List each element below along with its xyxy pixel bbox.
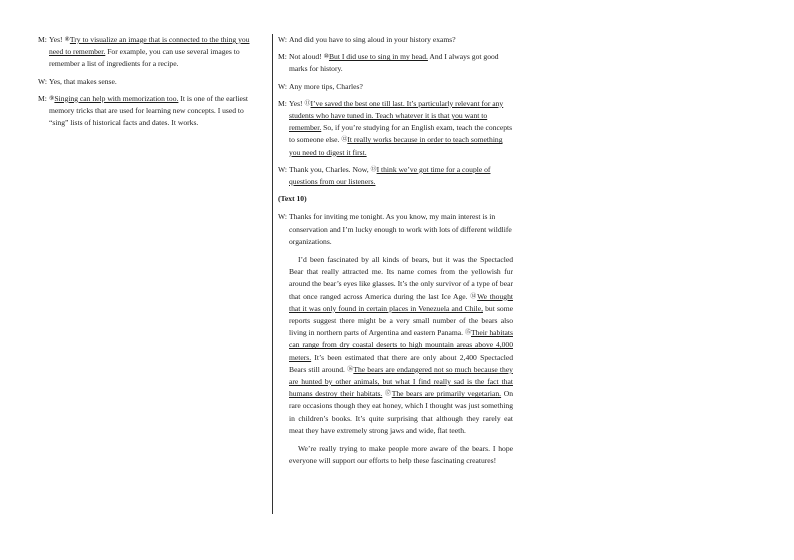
question-number: ⑬ [370, 166, 377, 173]
speaker-label: M: [38, 35, 47, 44]
question-number: ⑰ [384, 391, 392, 398]
dialog-text: Thanks for inviting me tonight. As you know, my main interest is in conservation and I’m lucky enough to work with lots of different wildlife organizations. [289, 212, 512, 246]
dialog-text [289, 51, 513, 75]
underlined-answer: But I did use to sing in my head. [328, 52, 428, 62]
speaker-label: W: [278, 35, 287, 44]
underlined-answer: Singing can help with memorization too. [54, 93, 179, 103]
speech-text: So, if you’re studying for an English exam, teach the concepts to someone else. [289, 123, 513, 145]
speaker-label: W: [278, 81, 287, 91]
question-number: ⑩ [323, 54, 329, 61]
speaker-label: W: [38, 76, 47, 86]
speaker-label: M: [278, 52, 287, 62]
speech-text: It is one of the earliest memory tricks that are used for learning new concepts. I used to “sing” lists of historical facts and dates. It works. [49, 93, 248, 128]
monologue-paragraph: We’re really trying to make people more aware of the bears. I hope everyone will support our efforts to help these fascinating creatures! [289, 444, 513, 466]
speech-text: On rare occasions though they eat honey, which I thought was just something in children’s books. It’s quite surprising that although they rarely eat meat they have extremely strong jaws and wide, flat teeth. [289, 389, 514, 435]
speech-text: For example, you can use several images to remember a list of ingredients for a recipe. [49, 47, 240, 69]
underlined-answer: It really works because in order to teach something you need to digest it first. [289, 135, 503, 157]
dialog-line [278, 34, 513, 46]
underlined-answer: Their habitats can range from dry coastal deserts to high mountain areas above 4,000 meters. [289, 328, 513, 362]
dialog-text [49, 93, 264, 130]
dialog-line [278, 98, 513, 159]
underlined-answer: We thought that it was only found in certain places in Venezuela and Chile, [289, 291, 513, 313]
dialog-line [38, 34, 264, 71]
speaker-label: W: [278, 212, 287, 222]
right-column [278, 34, 513, 474]
dialog-text: Yes, that makes sense. [49, 76, 117, 86]
speaker-label: W: [278, 164, 287, 174]
text-heading: (Text 10) [278, 194, 307, 204]
dialog-line [278, 211, 513, 248]
underlined-answer: I think we’ve got time for a couple of questions from our listeners. [289, 164, 491, 187]
dialog-text [49, 34, 264, 71]
left-column [38, 34, 264, 134]
underlined-answer: The bears are primarily vegetarian. [391, 389, 502, 399]
dialog-text [289, 164, 513, 188]
speaker-label: M: [278, 98, 287, 108]
speech-text: Thank you, Charles. Now, [289, 164, 371, 174]
speech-text: Yes! [289, 98, 305, 108]
dialog-line [38, 76, 264, 88]
question-number: ⑫ [341, 137, 348, 144]
dialog-line [278, 51, 513, 75]
question-number: ⑯ [347, 366, 354, 373]
speech-text: It’s been estimated that there are only about 2,400 Spectacled Bears still around. [289, 352, 513, 374]
underlined-answer: The bears are endangered not so much because they are hunted by other animals, but what I find really sad is the fact that humans destroy their habitats. [289, 364, 513, 399]
underlined-answer: Try to visualize an image that is connected to the thing you need to remember. [49, 35, 250, 57]
dialog-text [289, 98, 513, 159]
underlined-answer: I’ve saved the best one till last. It’s particularly relevant for any students who have tuned in. Teach whatever it is that you want to remember. [289, 98, 504, 133]
question-number: ⑭ [470, 293, 478, 300]
dialog-line [278, 164, 513, 188]
dialog-text: And did you have to sing aloud in your history exams? [289, 35, 456, 44]
speech-text: Yes! [49, 35, 65, 44]
dialog-text: Any more tips, Charles? [289, 81, 363, 91]
question-number: ⑪ [304, 100, 311, 107]
speech-text: And I always got good marks for history. [289, 52, 499, 74]
speaker-label: M: [38, 93, 47, 103]
monologue-paragraph [289, 254, 513, 437]
speech-text: I’d been fascinated by all kinds of bears, but it was the Spectacled Bear that really attracted me. Its name comes from the yellowish fur around the bear’s eyes like glasses. It’s the only survivor of a type of bear that once ranged across America during the last Ice Age. [289, 255, 513, 301]
dialog-line [38, 93, 264, 130]
question-number: ⑮ [464, 330, 471, 337]
question-number: ⑨ [49, 95, 55, 102]
question-number: ⑧ [64, 37, 70, 43]
column-divider [272, 34, 273, 514]
speech-text: but some reports suggest there might be a very small number of the bears also living in northern parts of Argentina and eastern Panama. [289, 303, 513, 338]
speech-text: Not aloud! [289, 52, 324, 62]
dialog-line [278, 81, 513, 93]
